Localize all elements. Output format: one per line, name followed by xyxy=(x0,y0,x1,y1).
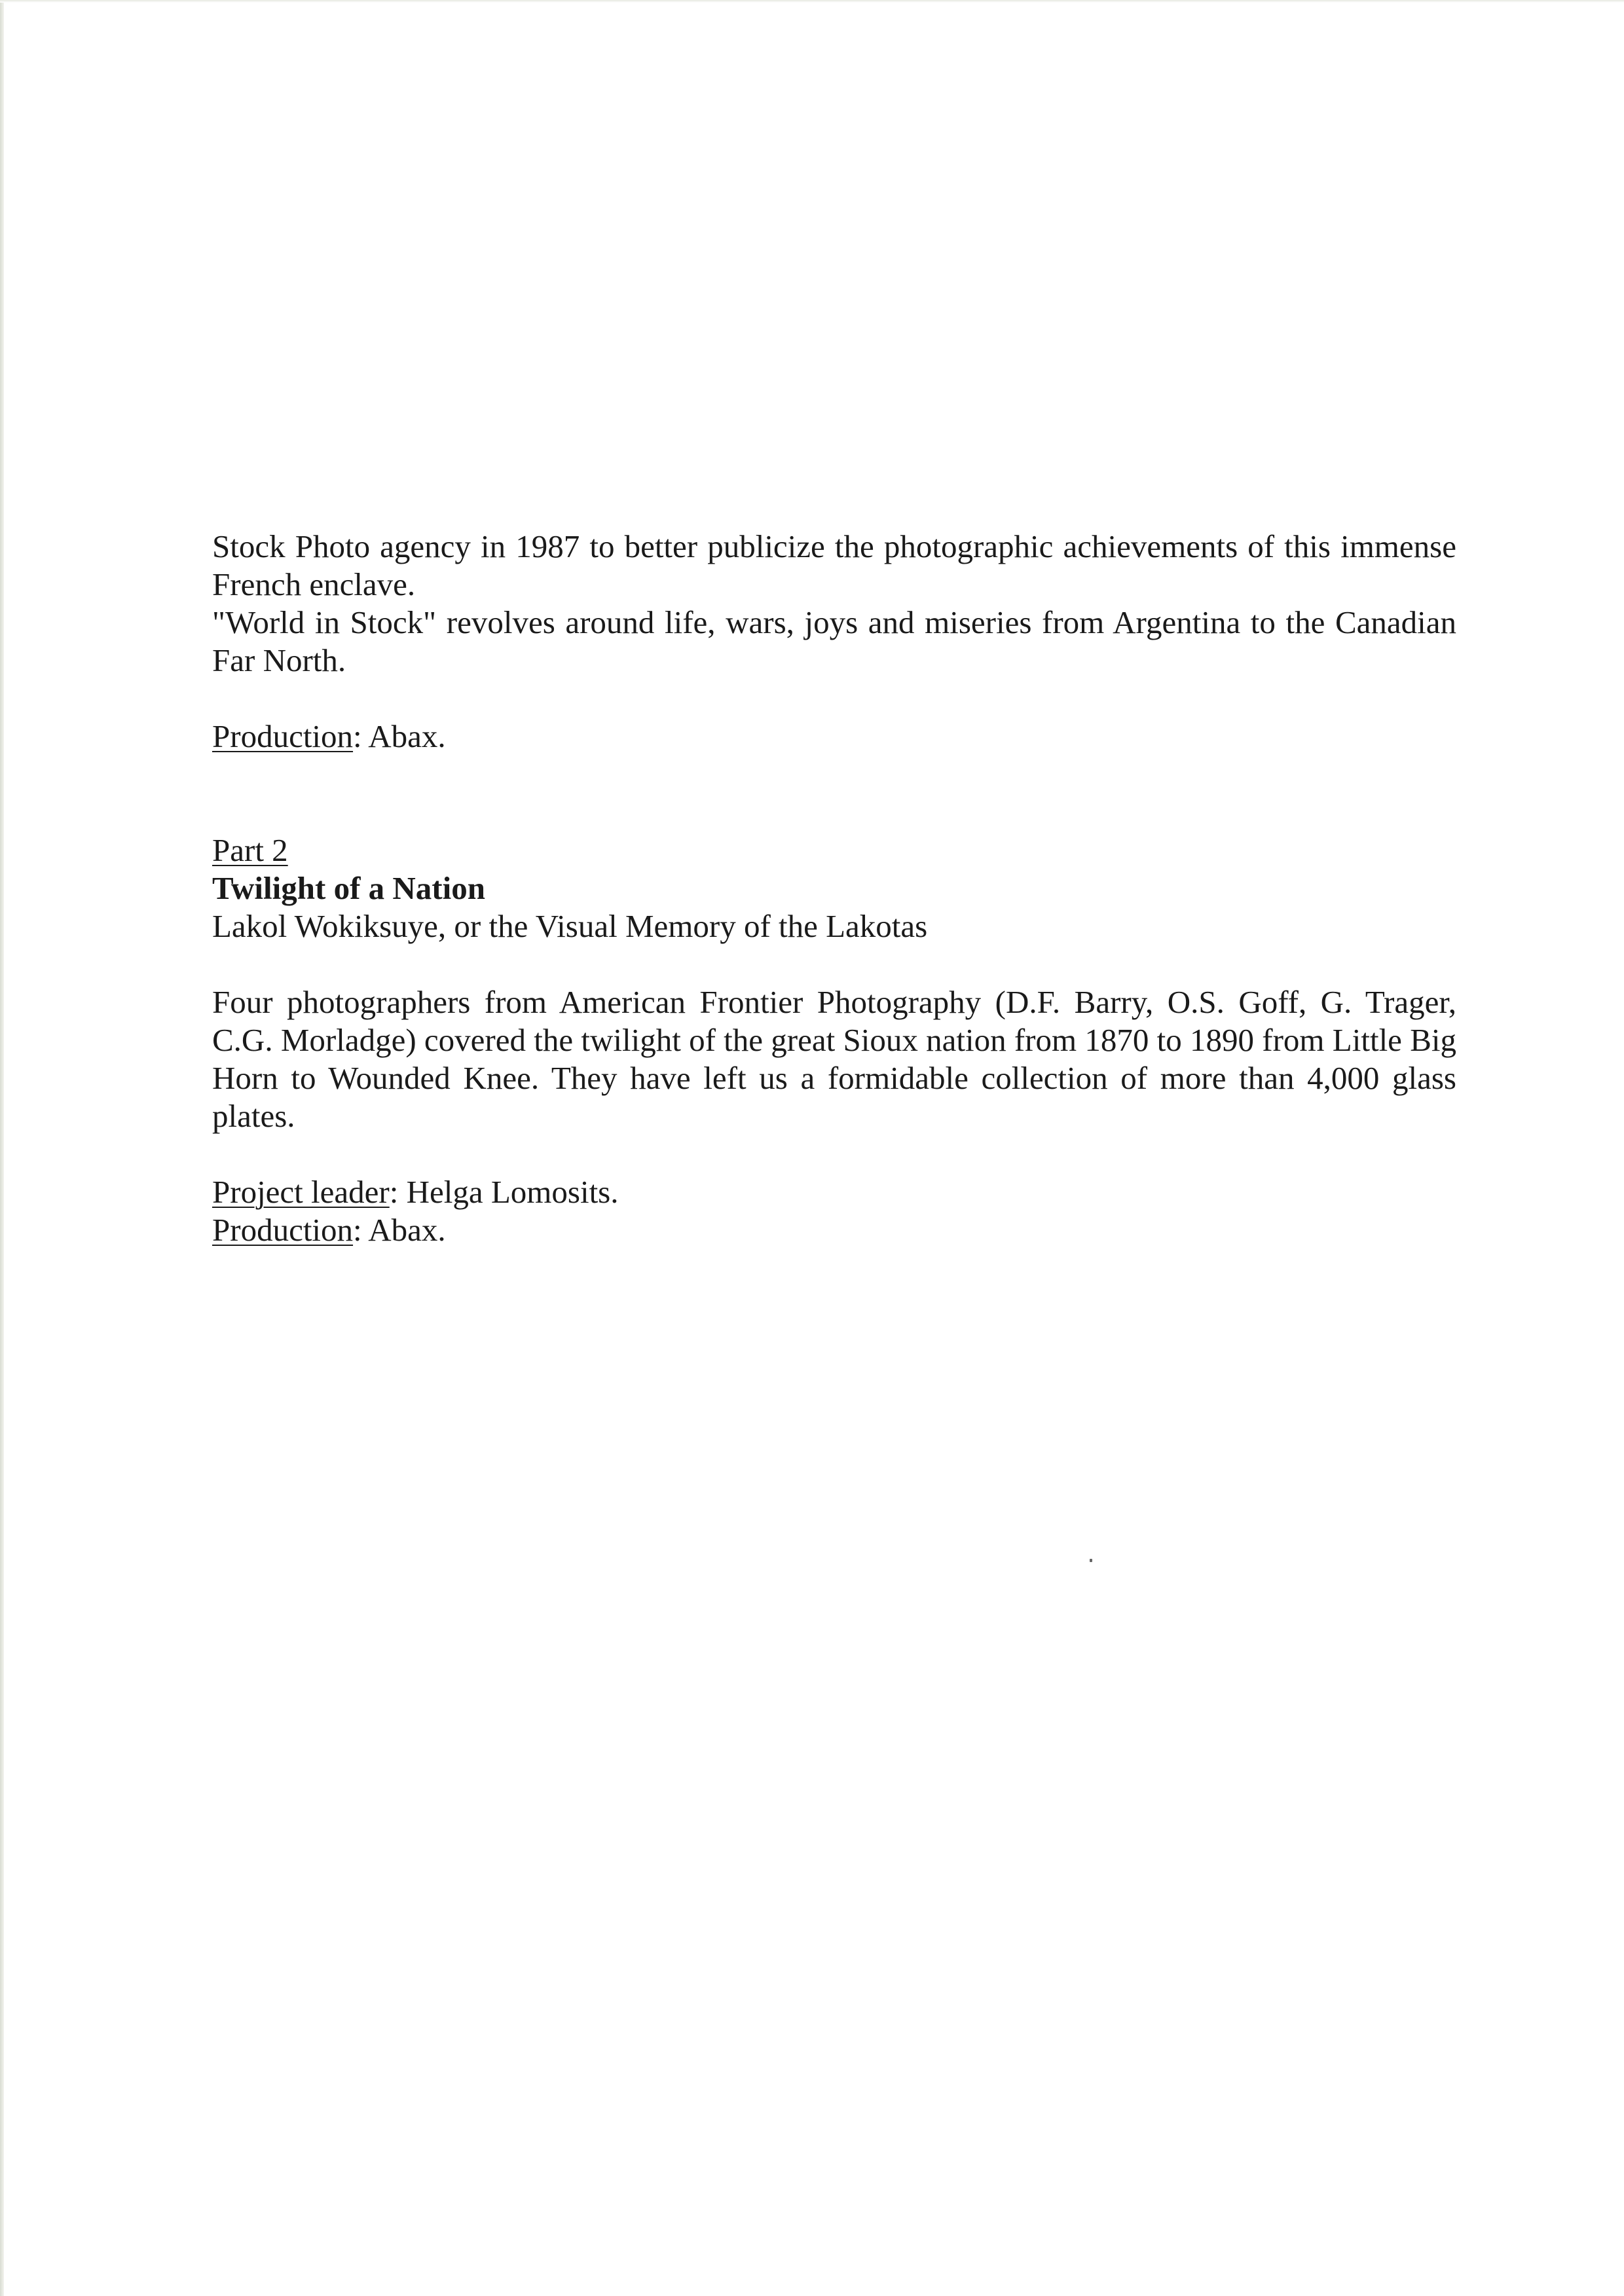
production-value: : Abax. xyxy=(353,718,446,754)
production-credit-1 xyxy=(212,718,1456,756)
project-leader-value: : Helga Lomosits. xyxy=(389,1174,619,1210)
page-left-edge xyxy=(0,0,4,2296)
intro-paragraph-1: Stock Photo agency in 1987 to better publicize the photographic achievements of this immense French enclave. xyxy=(212,528,1456,602)
document-body xyxy=(212,528,1456,1249)
section-subtitle: Lakol Wokiksuye, or the Visual Memory of the Lakotas xyxy=(212,908,928,944)
paper-speck xyxy=(1090,1559,1092,1562)
project-leader-label: Project leader xyxy=(212,1174,390,1210)
part-label xyxy=(212,831,1456,869)
section-title: Twilight of a Nation xyxy=(212,870,485,906)
part-number: Part 2 xyxy=(212,832,288,868)
page-top-edge xyxy=(0,0,1624,3)
production-label: Production xyxy=(212,1212,354,1248)
production-credit-2 xyxy=(212,1211,1456,1249)
production-value: : Abax. xyxy=(353,1212,446,1248)
section-description: Four photographers from American Frontier Photography (D.F. Barry, O.S. Goff, G. Trager, C.G. Morladge) covered the twilight of the great Sioux nation from 1870 to 1890 from Little Big Horn to Wounded Knee. They have left us a formidable collection of more than 4,000 glass plates. xyxy=(212,984,1456,1134)
project-leader-credit xyxy=(212,1173,1456,1211)
intro-paragraph-2: "World in Stock" revolves around life, wars, joys and miseries from Argentina to the Canadian Far North. xyxy=(212,604,1456,678)
production-label: Production xyxy=(212,718,354,754)
